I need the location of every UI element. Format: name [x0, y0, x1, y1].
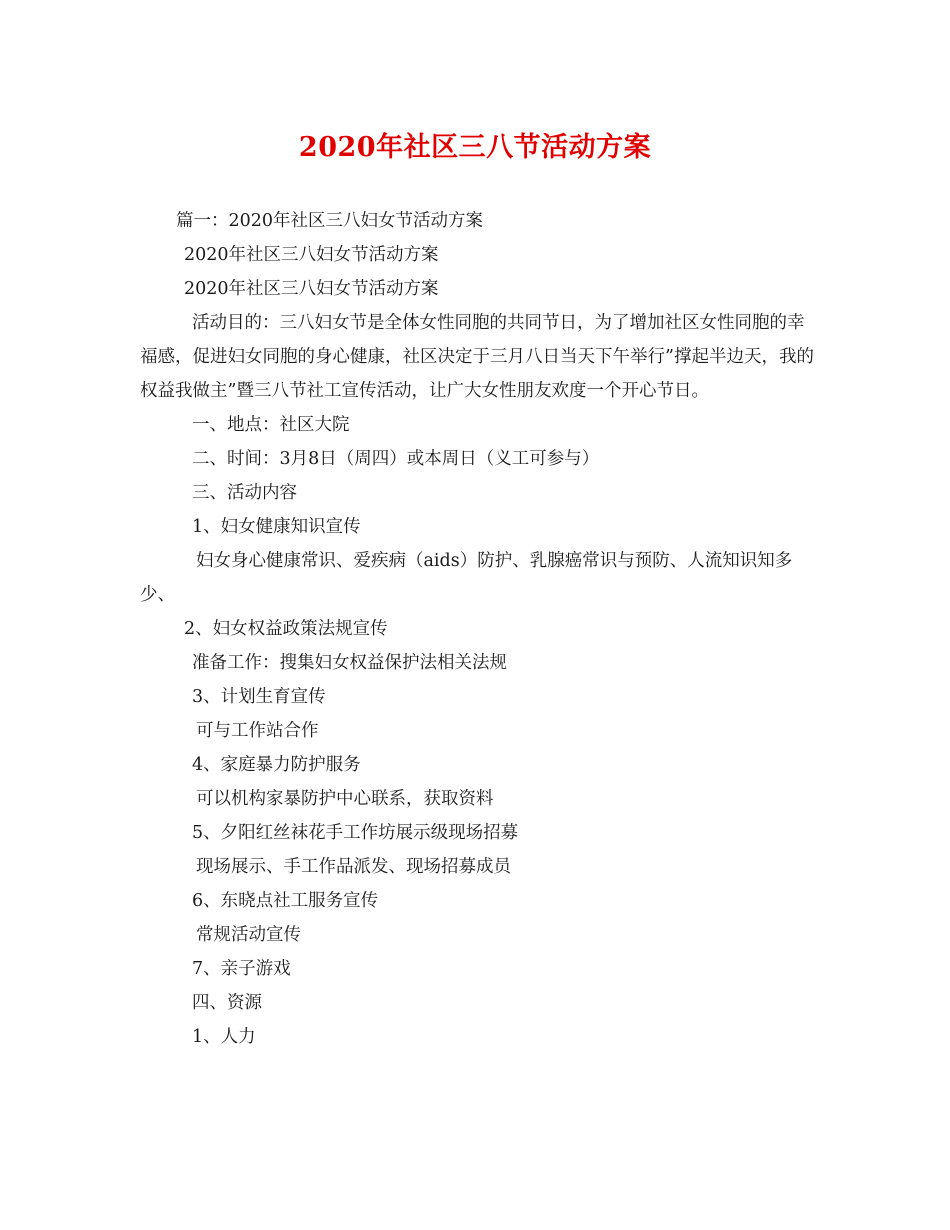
paragraph-item-3: 3、计划生育宣传	[192, 687, 326, 707]
paragraph-item-6: 6、东晓点社工服务宣传	[192, 891, 379, 911]
paragraph-item-7: 7、亲子游戏	[192, 959, 291, 979]
paragraph-time: 二、时间：3月8日（周四）或本周日（义工可参与）	[192, 449, 600, 469]
paragraph-resources-item-1: 1、人力	[192, 1027, 256, 1047]
document-body	[140, 204, 815, 1054]
paragraph-resources-heading: 四、资源	[192, 993, 262, 1013]
paragraph-item-4-detail: 可以机构家暴防护中心联系，获取资料	[196, 789, 494, 809]
paragraph-item-2: 2、妇女权益政策法规宣传	[184, 619, 388, 639]
paragraph-item-5-detail: 现场展示、手工作品派发、现场招募成员	[196, 857, 511, 877]
paragraph-item-1: 1、妇女健康知识宣传	[192, 517, 361, 537]
paragraph-item-3-detail: 可与工作站合作	[196, 721, 319, 741]
paragraph-subtitle-1: 2020年社区三八妇女节活动方案	[184, 245, 439, 265]
paragraph-item-2-detail: 准备工作：搜集妇女权益保护法相关法规	[192, 653, 507, 673]
paragraph-location: 一、地点：社区大院	[192, 415, 350, 435]
paragraph-subtitle-2: 2020年社区三八妇女节活动方案	[184, 279, 439, 299]
paragraph-article-heading: 篇一：2020年社区三八妇女节活动方案	[176, 211, 484, 231]
paragraph-item-6-detail: 常规活动宣传	[196, 925, 301, 945]
paragraph-content-heading: 三、活动内容	[192, 483, 297, 503]
paragraph-item-5: 5、夕阳红丝袜花手工作坊展示级现场招募	[192, 823, 519, 843]
document-title: 2020年社区三八节活动方案	[298, 132, 652, 163]
paragraph-item-4: 4、家庭暴力防护服务	[192, 755, 361, 775]
paragraph-item-1-detail: 妇女身心健康常识、爱疾病（aids）防护、乳腺癌常识与预防、人流知识知多少、	[140, 551, 793, 605]
paragraph-purpose: 活动目的：三八妇女节是全体女性同胞的共同节日，为了增加社区女性同胞的幸福感，促进妇女同胞的身心健康，社区决定于三月八日当天下午举行”撑起半边天，我的权益我做主”暨三八节社工宣传活动，让广大女性朋友欢度一个开心节日。	[140, 313, 814, 401]
